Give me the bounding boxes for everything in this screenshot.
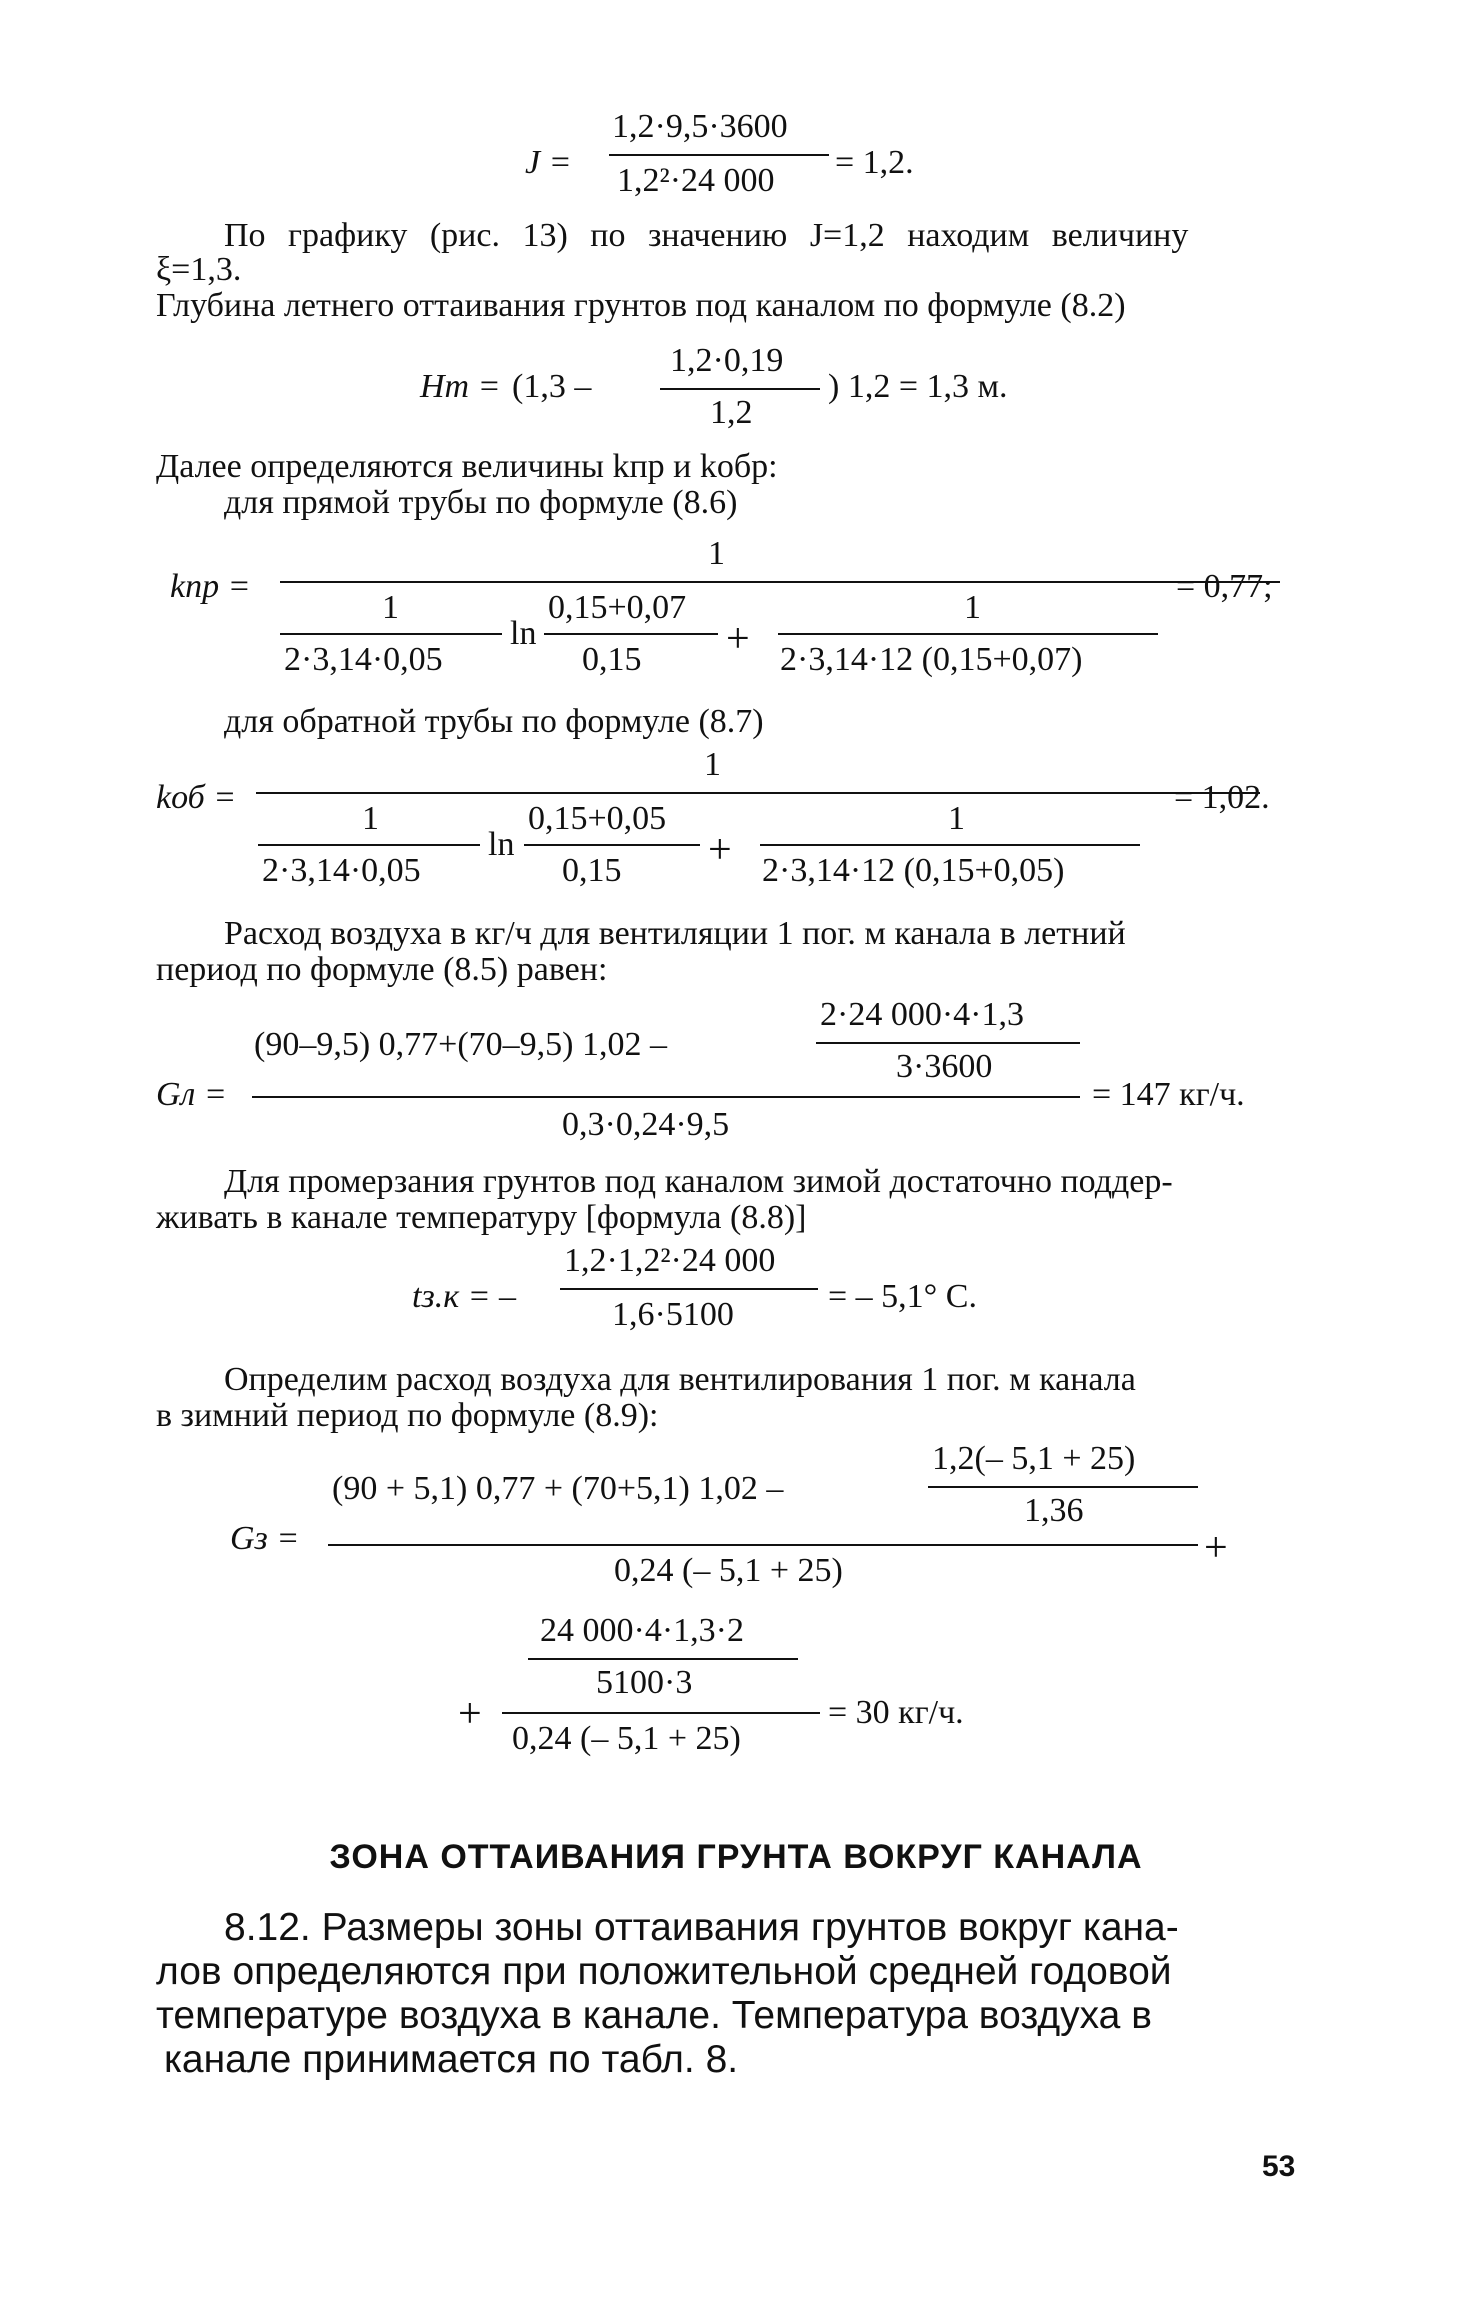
equation-h-num: 1,2·0,19 bbox=[670, 342, 784, 379]
paragraph-812-line2: лов определяются при положительной средней годовой bbox=[156, 1950, 1172, 1993]
section-heading: ЗОНА ОТТАИВАНИЯ ГРУНТА ВОКРУГ КАНАЛА bbox=[329, 1838, 1143, 1876]
equation-t bbox=[412, 1242, 1112, 1352]
equation-kob-f1-num: 1 bbox=[362, 800, 379, 837]
equation-gz-n2num: 24 000·4·1,3·2 bbox=[540, 1612, 744, 1649]
equation-kpr-f2-den: 0,15 bbox=[582, 641, 642, 678]
equation-kob-f3-den: 2·3,14·12 (0,15+0,05) bbox=[762, 852, 1065, 889]
equation-kpr-top: 1 bbox=[708, 535, 725, 572]
equation-kob bbox=[156, 746, 1336, 906]
equation-kob-rhs: = 1,02. bbox=[1174, 779, 1270, 816]
equation-kpr-ln: ln bbox=[510, 615, 537, 652]
equation-t-lhs: tз.к = – bbox=[412, 1278, 517, 1315]
equation-gz-lhs: Gз = bbox=[230, 1520, 300, 1557]
equation-gz-rhs: = 30 кг/ч. bbox=[828, 1694, 964, 1731]
paragraph-coeffs-line1: Далее определяются величины kпр и kобр: bbox=[156, 448, 778, 485]
equation-kob-ln: ln bbox=[488, 826, 515, 863]
equation-kob-f2-den: 0,15 bbox=[562, 852, 622, 889]
equation-h-bar bbox=[660, 388, 820, 390]
equation-kob-f1-bar bbox=[258, 844, 480, 846]
paragraph-airflow-line1: Расход воздуха в кг/ч для вентиляции 1 пог. м канала в летний bbox=[224, 915, 1126, 952]
equation-j-bar bbox=[609, 154, 829, 156]
equation-gz-plus-end: + bbox=[1204, 1525, 1228, 1571]
equation-j-rhs: = 1,2. bbox=[835, 144, 914, 181]
equation-h-a: (1,3 – bbox=[512, 368, 592, 405]
equation-kpr-f2-num: 0,15+0,07 bbox=[548, 589, 687, 626]
equation-gz-main-bar bbox=[328, 1544, 1198, 1546]
equation-j-den: 1,2²·24 000 bbox=[617, 162, 775, 199]
page-number: 53 bbox=[1262, 2150, 1296, 2183]
paragraph-812-line1-text: 8.12. Размеры зоны оттаивания грунтов вокруг кана- bbox=[224, 1906, 1179, 1949]
paragraph-airflow-line2: период по формуле (8.5) равен: bbox=[156, 951, 608, 988]
equation-kob-main-bar bbox=[256, 792, 1260, 794]
equation-gl-numtext: (90–9,5) 0,77+(70–9,5) 1,02 – bbox=[254, 1026, 667, 1063]
paragraph-winter-line2: в зимний период по формуле (8.9): bbox=[156, 1397, 659, 1434]
equation-h-lhs: Hт = bbox=[420, 368, 501, 405]
equation-kob-top: 1 bbox=[704, 746, 721, 783]
equation-gl-den: 0,3·0,24·9,5 bbox=[562, 1106, 730, 1143]
equation-kpr-f3-den: 2·3,14·12 (0,15+0,07) bbox=[780, 641, 1083, 678]
equation-gl-fnum: 2·24 000·4·1,3 bbox=[820, 996, 1024, 1033]
paragraph-graph-line2: ξ=1,3. bbox=[156, 251, 242, 288]
equation-gl-lhs: Gл = bbox=[156, 1076, 227, 1113]
equation-kob-f1-den: 2·3,14·0,05 bbox=[262, 852, 421, 889]
equation-gz-fden: 1,36 bbox=[1024, 1492, 1084, 1529]
equation-gz-numtext: (90 + 5,1) 0,77 + (70+5,1) 1,02 – bbox=[332, 1470, 784, 1507]
equation-gz bbox=[156, 1440, 1336, 1770]
equation-kob-lhs: kоб = bbox=[156, 779, 237, 816]
equation-kpr-f3-bar bbox=[778, 633, 1158, 635]
equation-kob-plus: + bbox=[708, 827, 732, 873]
equation-kpr-lhs: kпр = bbox=[170, 568, 251, 605]
equation-kob-f2-num: 0,15+0,05 bbox=[528, 800, 667, 837]
equation-t-rhs: = – 5,1° С. bbox=[828, 1278, 977, 1315]
equation-t-bar bbox=[560, 1288, 818, 1290]
equation-kob-f2-bar bbox=[524, 844, 700, 846]
paragraph-graph-line1: По графику (рис. 13) по значению J=1,2 находим величину bbox=[224, 217, 1189, 254]
equation-kpr-f1-den: 2·3,14·0,05 bbox=[284, 641, 443, 678]
equation-gl-main-bar bbox=[252, 1096, 1080, 1098]
paragraph-winter-line1: Определим расход воздуха для вентилирования 1 пог. м канала bbox=[224, 1361, 1136, 1398]
equation-kpr-f1-bar bbox=[280, 633, 502, 635]
paragraph-freeze-line2: живать в канале температуру [формула (8.8)] bbox=[156, 1199, 807, 1236]
equation-kpr-plus: + bbox=[726, 616, 750, 662]
paragraph-812-line1 bbox=[224, 1906, 1179, 1950]
equation-gl-f-bar bbox=[816, 1042, 1080, 1044]
equation-t-num: 1,2·1,2²·24 000 bbox=[564, 1242, 776, 1279]
equation-gz-d2: 0,24 (– 5,1 + 25) bbox=[512, 1720, 741, 1757]
equation-kob-f3-bar bbox=[760, 844, 1140, 846]
equation-t-den: 1,6·5100 bbox=[612, 1296, 734, 1333]
equation-gz-fnum: 1,2(– 5,1 + 25) bbox=[932, 1440, 1136, 1477]
equation-gl-fden: 3·3600 bbox=[896, 1048, 993, 1085]
equation-gz-f-bar bbox=[928, 1486, 1198, 1488]
equation-gz-main2-bar bbox=[502, 1712, 820, 1714]
equation-kpr-f1-num: 1 bbox=[382, 589, 399, 626]
equation-gz-n2den: 5100·3 bbox=[596, 1664, 693, 1701]
equation-kpr-f3-num: 1 bbox=[964, 589, 981, 626]
equation-gz-n2-bar bbox=[528, 1658, 798, 1660]
equation-gz-den: 0,24 (– 5,1 + 25) bbox=[614, 1552, 843, 1589]
equation-gz-plus2: + bbox=[458, 1691, 482, 1737]
paragraph-coeffs-line2: для прямой трубы по формуле (8.6) bbox=[224, 484, 738, 521]
equation-j-lhs: J = bbox=[525, 144, 572, 181]
equation-kob-f3-num: 1 bbox=[948, 800, 965, 837]
equation-h-den: 1,2 bbox=[710, 394, 753, 431]
paragraph-812-line4: канале принимается по табл. 8. bbox=[164, 2038, 739, 2081]
paragraph-freeze-line1: Для промерзания грунтов под каналом зимой достаточно поддер- bbox=[224, 1163, 1173, 1200]
equation-gl-rhs: = 147 кг/ч. bbox=[1092, 1076, 1245, 1113]
equation-gl bbox=[156, 996, 1336, 1146]
equation-kpr-f2-bar bbox=[544, 633, 718, 635]
equation-kpr-rhs: = 0,77; bbox=[1176, 568, 1273, 605]
paragraph-depth: Глубина летнего оттаивания грунтов под каналом по формуле (8.2) bbox=[156, 287, 1126, 324]
equation-h bbox=[420, 332, 1060, 442]
equation-kpr bbox=[156, 535, 1336, 695]
equation-j-num: 1,2·9,5·3600 bbox=[612, 108, 788, 145]
equation-kpr-main-bar bbox=[280, 581, 1280, 583]
paragraph-return-pipe: для обратной трубы по формуле (8.7) bbox=[224, 703, 764, 740]
equation-h-b: ) 1,2 = 1,3 м. bbox=[828, 368, 1008, 405]
paragraph-812-line3: температуре воздуха в канале. Температура воздуха в bbox=[156, 1994, 1152, 2037]
